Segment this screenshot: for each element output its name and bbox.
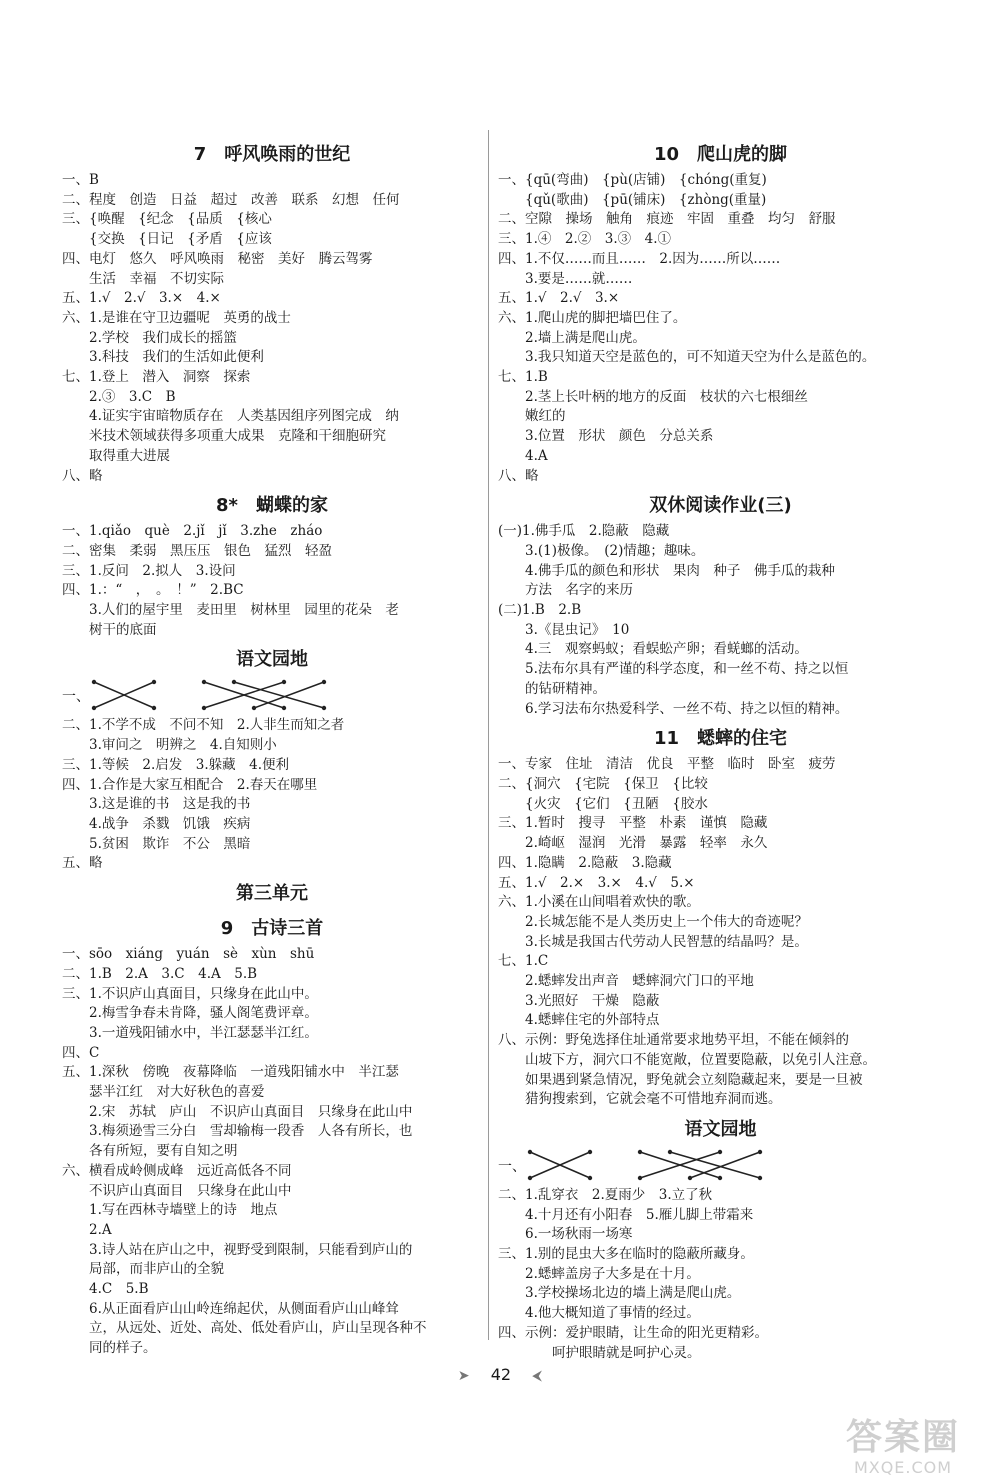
matching-line <box>670 1152 760 1178</box>
answer-line: 3.学校操场北边的墙上满是爬山虎。 <box>498 1285 741 1302</box>
answer-section <box>62 879 482 909</box>
matching-dot <box>718 1176 722 1180</box>
matching-dot <box>758 1176 762 1180</box>
matching-dot <box>638 1176 642 1180</box>
answer-line: 6.从正面看庐山山岭连绵起伏，从侧面看庐山山峰耸 <box>62 1300 399 1317</box>
page-number: 42 <box>490 1365 512 1384</box>
answer-line: 2.③ 3.C B <box>62 388 176 405</box>
answer-line: 4.十月还有小阳春 5.雁儿脚上带霜来 <box>498 1206 754 1223</box>
matching-dot <box>232 680 236 684</box>
answer-line: 4.战争 杀戮 饥饿 疾病 <box>62 815 251 832</box>
answer-line: 3.一道残阳铺水中，半江瑟瑟半江红。 <box>62 1024 318 1041</box>
answer-line: (二)1.B 2.B <box>498 602 582 619</box>
answer-line: 4.佛手瓜的颜色和形状 果肉 种子 佛手瓜的栽种 <box>498 562 835 579</box>
answer-line: 4.蟋蟀住宅的外部特点 <box>498 1012 660 1029</box>
answer-line: 3.人们的屋宇里 麦田里 树林里 园里的花朵 老 <box>62 602 399 619</box>
matching-dot <box>282 680 286 684</box>
matching-line <box>690 1152 760 1178</box>
matching-dot <box>688 1176 692 1180</box>
section-title: 双休阅读作业(三) <box>649 495 792 517</box>
answer-line: 二、1.B 2.A 3.C 4.A 5.B <box>62 965 258 982</box>
answer-line: 4.三 观察蚂蚁；看蜈蚣产卵；看蜣螂的活动。 <box>498 641 808 658</box>
answer-line: 6.一场秋雨一场寒 <box>498 1226 633 1243</box>
answer-line: 四、示例：爱护眼睛，让生命的阳光更精彩。 <box>498 1324 768 1341</box>
answer-line: {火灾 {它们 {丑陋 {胶水 <box>498 795 708 812</box>
answer-line: 2.学校 我们成长的摇篮 <box>62 329 237 346</box>
answer-line: 1.写在西林寺墙壁上的诗 地点 <box>62 1202 278 1219</box>
answer-line: 2.崎岖 湿润 光滑 暴露 轻率 永久 <box>498 835 768 852</box>
matching-dot <box>718 1150 722 1154</box>
matching-dot <box>282 706 286 710</box>
matching-dot <box>322 680 326 684</box>
answer-line: 不识庐山真面目 只缘身在此山中 <box>62 1182 292 1199</box>
section-title: 9 古诗三首 <box>220 918 324 940</box>
answer-line: 3.长城是我国古代劳动人民智慧的结晶吗？是。 <box>498 933 808 950</box>
answer-line: 3.(1)极像。 (2)情趣；趣味。 <box>498 542 705 559</box>
answer-section <box>62 645 482 874</box>
answer-line: 六、横看成岭侧成峰 远近高低各不同 <box>62 1162 292 1179</box>
answer-section <box>62 914 482 1359</box>
section-title: 第三单元 <box>236 883 308 905</box>
answer-line: 二、空隙 操场 触角 痕迹 牢固 重叠 均匀 舒服 <box>498 211 836 228</box>
left-answer-column <box>62 140 482 1364</box>
answer-section <box>498 1115 943 1363</box>
matching-dot <box>528 1150 532 1154</box>
answer-line: 嫩红的 <box>498 408 566 425</box>
matching-dot <box>322 706 326 710</box>
matching-lines-diagram <box>520 1148 790 1184</box>
right-arrow-icon: ➤ <box>457 1368 470 1384</box>
matching-lines-diagram <box>84 678 354 714</box>
answer-line: 三、1.别的昆虫大多在临时的隐蔽所藏身。 <box>498 1246 754 1263</box>
answer-line: 八、略 <box>498 467 539 484</box>
answer-line: 三、1.暂时 搜寻 平整 朴素 谨慎 隐藏 <box>498 815 768 832</box>
answer-line: 4.A <box>498 447 548 464</box>
section-title: 语文园地 <box>684 1118 757 1140</box>
watermark-name: 答案圈 <box>845 1417 960 1458</box>
answer-line: 山坡下方，洞穴口不能宽敞，位置要隐蔽，以免引人注意。 <box>498 1051 876 1068</box>
matching-dot <box>668 1150 672 1154</box>
matching-dot <box>202 706 206 710</box>
section-title: 10 爬山虎的脚 <box>653 144 788 165</box>
answer-line: 四、1.不仅……而且…… 2.因为……所以…… <box>498 250 781 267</box>
matching-line <box>234 682 324 708</box>
answer-line: {qǔ(歌曲) {pū(铺床) {zhòng(重量) <box>498 191 767 208</box>
answer-line: 2.蟋蟀盖房子大多是在十月。 <box>498 1265 700 1282</box>
answer-line: 3.要是……就…… <box>498 270 633 287</box>
answer-section <box>62 140 482 486</box>
answer-line: 一、B <box>62 172 99 188</box>
answer-line: 方法 名字的来历 <box>498 582 633 599</box>
answer-line: 3.《昆虫记》 10 <box>498 621 630 638</box>
answer-line: 四、1.合作是大家互相配合 2.春天在哪里 <box>62 776 318 793</box>
answer-line: 三、1.④ 2.② 3.③ 4.① <box>498 231 672 248</box>
answer-section <box>498 140 943 486</box>
answer-line: 五、1.√ 2.√ 3.× 4.× <box>62 290 221 307</box>
answer-line: 二、密集 柔弱 黑压压 银色 猛烈 轻盈 <box>62 542 332 559</box>
matching-line <box>254 682 324 708</box>
answer-line: 2.长城怎能不是人类历史上一个伟大的奇迹呢？ <box>498 913 808 930</box>
answer-line: 2.蟋蟀发出声音 蟋蟀洞穴门口的平地 <box>498 973 754 990</box>
matching-dot <box>528 1176 532 1180</box>
answer-line: 3.诗人站在庐山之中，视野受到限制，只能看到庐山的 <box>62 1241 413 1258</box>
answer-line: 5.法布尔具有严谨的科学态度，和一丝不苟、持之以恒 <box>498 661 849 678</box>
answer-line: 米技术领域获得多项重大成果 克隆和干细胞研究 <box>62 428 386 445</box>
matching-dot <box>92 706 96 710</box>
page-footer <box>0 1365 1000 1384</box>
answer-line: 五、略 <box>62 855 103 872</box>
answer-line: 2.A <box>62 1221 112 1238</box>
question-label: 一、 <box>498 1158 526 1175</box>
answer-line: 3.科技 我们的生活如此便利 <box>62 349 264 366</box>
answer-line: 各有所短，要有自知之明 <box>62 1143 238 1160</box>
answer-line: 2.梅雪争春未肯降，骚人阁笔费评章。 <box>62 1005 318 1022</box>
section-title: 7 呼风唤雨的世纪 <box>193 144 351 165</box>
answer-line: 二、1.乱穿衣 2.夏雨少 3.立了秋 <box>498 1186 713 1203</box>
answer-line: 4.证实宇宙暗物质存在 人类基因组序列图完成 纳 <box>62 408 399 425</box>
answer-line: 4.C 5.B <box>62 1281 149 1298</box>
answer-line: 2.宋 苏轼 庐山 不识庐山真面目 只缘身在此山中 <box>62 1103 413 1120</box>
answer-section <box>498 724 943 1110</box>
answer-line: 6.学习法布尔热爱科学、一丝不苟、持之以恒的精神。 <box>498 700 849 717</box>
matching-dot <box>152 706 156 710</box>
answer-line: 3.我只知道天空是蓝色的，可不知道天空为什么是蓝色的。 <box>498 349 876 366</box>
answer-line: (一)1.佛手瓜 2.隐蔽 隐藏 <box>498 523 670 540</box>
section-title: 11 蟋蟀的住宅 <box>653 728 788 750</box>
matching-dot <box>92 680 96 684</box>
answer-line: 3.光照好 干燥 隐蔽 <box>498 992 660 1009</box>
answer-line: 生活 幸福 不切实际 <box>62 270 224 287</box>
answer-line: 的钻研精神。 <box>498 680 606 697</box>
matching-dot <box>152 680 156 684</box>
answer-line: 如果遇到紧急情况，野兔就会立刻隐藏起来，要是一旦被 <box>498 1071 863 1088</box>
answer-line: {交换 {日记 {矛盾 {应该 <box>62 231 272 248</box>
answer-line: 三、1.反问 2.拟人 3.设问 <box>62 562 236 579</box>
answer-section <box>62 491 482 640</box>
answer-line: 四、1.：“ ， 。 ！” 2.BC <box>62 582 244 599</box>
answer-line: 六、1.是谁在守卫边疆呢 英勇的战士 <box>62 309 291 326</box>
right-answer-column <box>498 140 943 1368</box>
matching-dot <box>638 1150 642 1154</box>
answer-line: 四、电灯 悠久 呼风唤雨 秘密 美好 腾云驾雾 <box>62 250 373 267</box>
answer-line: 五、1.√ 2.√ 3.× <box>498 290 620 307</box>
matching-dot <box>758 1150 762 1154</box>
answer-line: 三、{唤醒 {纪念 {品质 {核心 <box>62 211 272 228</box>
answer-line: 五、1.√ 2.× 3.× 4.√ 5.× <box>498 874 695 891</box>
answer-line: 八、略 <box>62 467 103 484</box>
watermark-url: MXQE.COM <box>853 1458 953 1477</box>
answer-line: 2.茎上长叶柄的地方的反面 枝状的六七根细丝 <box>498 388 808 405</box>
answer-line: 一、sōo xiáng yuán sè xùn shū <box>62 946 315 963</box>
answer-line: 四、C <box>62 1044 100 1061</box>
answer-section <box>498 491 943 719</box>
answer-line: 3.这是谁的书 这是我的书 <box>62 796 251 813</box>
answer-line: 三、1.不识庐山真面目，只缘身在此山中。 <box>62 985 318 1002</box>
answer-line: 一、1.qiǎo què 2.jǐ jǐ 3.zhe zháo <box>62 523 323 540</box>
answer-line: 七、1.C <box>498 953 549 970</box>
answer-line: 呵护眼睛就是呵护心灵。 <box>498 1344 701 1361</box>
answer-line: 瑟半江红 对大好秋色的喜爱 <box>62 1084 265 1101</box>
column-divider <box>488 130 489 1340</box>
answer-line: 四、1.隐瞒 2.隐蔽 3.隐藏 <box>498 854 672 871</box>
answer-line: 五、1.深秋 傍晚 夜幕降临 一道残阳铺水中 半江瑟 <box>62 1064 399 1081</box>
answer-line: 七、1.B <box>498 369 548 386</box>
answer-line: 六、1.小溪在山间唱着欢快的歌。 <box>498 894 700 911</box>
answer-line: 局部，而非庐山的全貌 <box>62 1261 224 1278</box>
answer-line: 二、程度 创造 日益 超过 改善 联系 幻想 任何 <box>62 191 400 208</box>
answer-line: 5.贫困 欺诈 不公 黑暗 <box>62 835 251 852</box>
answer-line: 二、{洞穴 {宅院 {保卫 {比较 <box>498 775 708 792</box>
matching-dot <box>588 1150 592 1154</box>
answer-line: 立，从远处、近处、高处、低处看庐山，庐山呈现各种不 <box>62 1320 427 1337</box>
left-arrow-icon: ⮜ <box>532 1368 543 1384</box>
answer-line: 2.墙上满是爬山虎。 <box>498 329 646 346</box>
section-title: 语文园地 <box>236 649 308 671</box>
answer-line: 六、1.爬山虎的脚把墙巴住了。 <box>498 309 687 326</box>
answer-line: 二、1.不学不成 不问不知 2.人非生而知之者 <box>62 717 345 734</box>
answer-line: 3.审问之 明辨之 4.自知则小 <box>62 737 277 754</box>
answer-line: 4.他大概知道了事情的经过。 <box>498 1305 700 1322</box>
matching-dot <box>588 1176 592 1180</box>
answer-line: 猎狗搜索到，它就会毫不可惜地弃洞而逃。 <box>498 1091 782 1108</box>
answer-line: 3.位置 形状 颜色 分总关系 <box>498 428 714 445</box>
answer-line: 树干的底面 <box>62 621 157 638</box>
answer-line: 一、专家 住址 清洁 优良 平整 临时 卧室 疲劳 <box>498 756 836 773</box>
matching-dot <box>202 680 206 684</box>
matching-question <box>62 676 482 716</box>
matching-dot <box>252 706 256 710</box>
answer-line: 八、示例：野兔选择住址通常要求地势平坦，不能在倾斜的 <box>498 1032 849 1049</box>
section-title: 8* 蝴蝶的家 <box>216 495 328 517</box>
answer-line: 三、1.等候 2.启发 3.躲藏 4.便利 <box>62 756 290 773</box>
answer-line: 七、1.登上 潜入 洞察 探索 <box>62 369 251 386</box>
matching-question <box>498 1146 943 1186</box>
question-label: 一、 <box>62 689 90 706</box>
answer-line: 3.梅须逊雪三分白 雪却输梅一段香 人各有所长，也 <box>62 1123 413 1140</box>
answer-line: 同的样子。 <box>62 1340 157 1357</box>
answer-line: 一、{qū(弯曲) {pù(店铺) {chóng(重复) <box>498 172 767 188</box>
watermark-logo <box>828 1418 978 1477</box>
answer-line: 取得重大进展 <box>62 447 170 464</box>
